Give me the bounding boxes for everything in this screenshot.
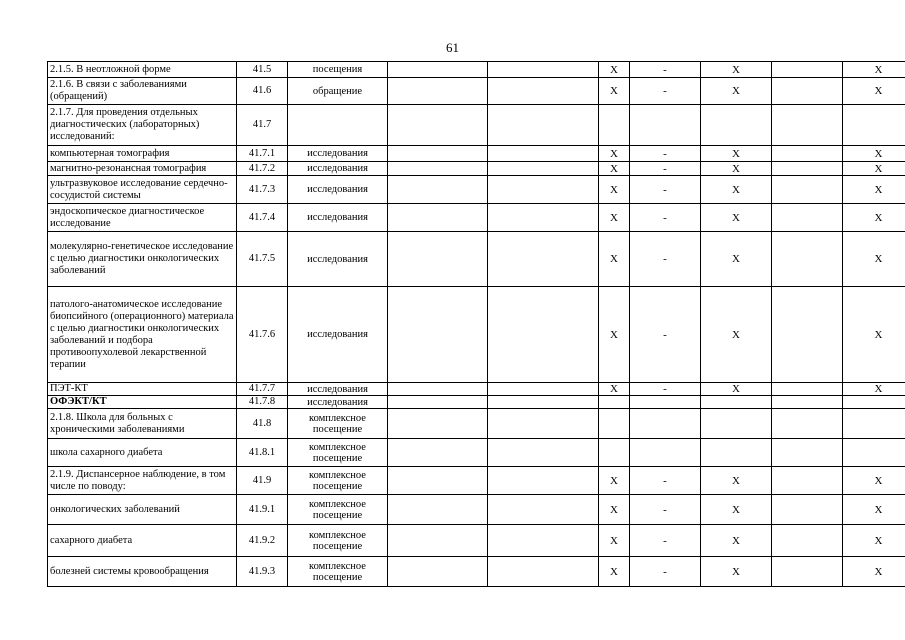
empty-cell [388,439,488,467]
table-row [48,383,905,396]
mark-dash [630,439,701,467]
row-code: 41.5 [237,62,288,78]
mark-x: X [599,146,630,162]
mark-x: X [701,146,772,162]
row-name: болезней системы кровообращения [48,557,237,587]
table-row [48,287,905,383]
row-name: патолого-анатомическое исследование биопсийного (операционного) материала с целью диагностики онкологических заболеваний и подбора противоопухолевой лекарственной терапии [48,287,237,383]
empty-cell [488,105,599,146]
row-code: 41.9.1 [237,495,288,525]
empty-cell [772,78,843,105]
empty-cell [388,557,488,587]
table-row [48,557,905,587]
row-unit: комплексное посещение [288,467,388,495]
empty-cell [488,204,599,232]
row-unit: комплексное посещение [288,439,388,467]
mark-dash: - [630,525,701,557]
mark-x: X [843,287,905,383]
mark-x: X [843,467,905,495]
mark-x [599,105,630,146]
mark-dash [630,409,701,439]
empty-cell [488,78,599,105]
mark-x: X [843,176,905,204]
empty-cell [388,409,488,439]
row-code: 41.7.8 [237,396,288,409]
table-row [48,467,905,495]
table-row [48,232,905,287]
row-code: 41.7.5 [237,232,288,287]
mark-x: X [843,146,905,162]
row-unit: комплексное посещение [288,525,388,557]
mark-dash: - [630,495,701,525]
empty-cell [772,557,843,587]
mark-x: X [701,162,772,176]
mark-x [599,396,630,409]
table-row [48,439,905,467]
mark-x: X [701,176,772,204]
mark-x: X [599,495,630,525]
empty-cell [772,409,843,439]
empty-cell [772,162,843,176]
mark-x: X [843,204,905,232]
mark-x: X [843,383,905,396]
row-name: онкологических заболеваний [48,495,237,525]
row-code: 41.8.1 [237,439,288,467]
empty-cell [772,439,843,467]
empty-cell [388,146,488,162]
empty-cell [488,176,599,204]
row-unit: исследования [288,162,388,176]
empty-cell [388,467,488,495]
empty-cell [388,204,488,232]
empty-cell [488,495,599,525]
empty-cell [488,396,599,409]
row-name: ультразвуковое исследование сердечно-сосудистой системы [48,176,237,204]
mark-x: X [599,287,630,383]
empty-cell [772,495,843,525]
mark-x: X [701,525,772,557]
row-unit: комплексное посещение [288,409,388,439]
empty-cell [772,525,843,557]
mark-dash: - [630,232,701,287]
empty-cell [488,287,599,383]
row-name: магнитно-резонансная томография [48,162,237,176]
mark-x: X [701,287,772,383]
mark-x [701,409,772,439]
mark-dash: - [630,162,701,176]
empty-cell [388,525,488,557]
row-code: 41.9.3 [237,557,288,587]
page-number: 61 [446,40,459,55]
mark-x [599,439,630,467]
empty-cell [772,396,843,409]
mark-x: X [701,204,772,232]
mark-x [843,439,905,467]
mark-x: X [843,495,905,525]
mark-x: X [599,204,630,232]
table-row [48,495,905,525]
table-row [48,146,905,162]
row-name: 2.1.7. Для проведения отдельных диагностических (лабораторных) исследований: [48,105,237,146]
row-code: 41.7.7 [237,383,288,396]
mark-dash: - [630,146,701,162]
mark-dash: - [630,204,701,232]
mark-x: X [843,62,905,78]
empty-cell [488,232,599,287]
row-code: 41.7.6 [237,287,288,383]
empty-cell [772,383,843,396]
mark-dash: - [630,557,701,587]
empty-cell [772,232,843,287]
row-name: 2.1.9. Диспансерное наблюдение, в том числе по поводу: [48,467,237,495]
table-row [48,78,905,105]
row-unit: исследования [288,176,388,204]
row-name: сахарного диабета [48,525,237,557]
row-name: 2.1.6. В связи с заболеваниями (обращений) [48,78,237,105]
mark-x [843,105,905,146]
table-row [48,162,905,176]
row-name: молекулярно-генетическое исследование с целью диагностики онкологических заболеваний [48,232,237,287]
empty-cell [488,525,599,557]
empty-cell [772,287,843,383]
row-name: школа сахарного диабета [48,439,237,467]
row-code: 41.7.2 [237,162,288,176]
empty-cell [388,495,488,525]
mark-x [599,409,630,439]
empty-cell [488,557,599,587]
mark-x: X [599,78,630,105]
mark-dash: - [630,62,701,78]
mark-x: X [599,383,630,396]
table-row [48,409,905,439]
empty-cell [388,78,488,105]
row-name: 2.1.5. В неотложной форме [48,62,237,78]
empty-cell [772,146,843,162]
row-unit: комплексное посещение [288,557,388,587]
table-row [48,105,905,146]
empty-cell [772,105,843,146]
row-name: эндоскопическое диагностическое исследование [48,204,237,232]
empty-cell [488,439,599,467]
row-name: компьютерная томография [48,146,237,162]
mark-dash: - [630,467,701,495]
empty-cell [388,162,488,176]
empty-cell [772,176,843,204]
empty-cell [488,409,599,439]
row-unit: исследования [288,232,388,287]
mark-x: X [599,525,630,557]
table-row [48,204,905,232]
table-row [48,62,905,78]
row-code: 41.9.2 [237,525,288,557]
row-name: ОФЭКТ/КТ [48,396,237,409]
row-unit: комплексное посещение [288,495,388,525]
mark-dash [630,105,701,146]
mark-x: X [701,383,772,396]
row-name: 2.1.8. Школа для больных с хроническими заболеваниями [48,409,237,439]
mark-x: X [843,557,905,587]
empty-cell [388,287,488,383]
mark-x: X [701,62,772,78]
empty-cell [488,383,599,396]
mark-x: X [701,232,772,287]
mark-x: X [843,162,905,176]
empty-cell [388,383,488,396]
empty-cell [488,467,599,495]
empty-cell [772,204,843,232]
empty-cell [772,62,843,78]
mark-x: X [599,162,630,176]
row-unit: исследования [288,146,388,162]
empty-cell [388,176,488,204]
empty-cell [772,467,843,495]
mark-x: X [843,232,905,287]
table-row [48,525,905,557]
mark-x: X [599,176,630,204]
row-unit: исследования [288,204,388,232]
mark-x: X [701,557,772,587]
table-row [48,176,905,204]
mark-x [843,409,905,439]
row-unit: исследования [288,383,388,396]
mark-x [701,439,772,467]
mark-x [701,105,772,146]
empty-cell [388,232,488,287]
row-code: 41.7.3 [237,176,288,204]
mark-x: X [701,467,772,495]
row-unit [288,105,388,146]
empty-cell [388,105,488,146]
data-table [47,61,905,587]
mark-dash: - [630,78,701,105]
empty-cell [388,396,488,409]
mark-x: X [599,557,630,587]
mark-x: X [701,78,772,105]
mark-x: X [599,467,630,495]
row-unit: исследования [288,287,388,383]
row-unit: исследования [288,396,388,409]
mark-x: X [843,525,905,557]
mark-dash [630,396,701,409]
mark-x: X [599,62,630,78]
row-name: ПЭТ-КТ [48,383,237,396]
empty-cell [488,146,599,162]
mark-x [701,396,772,409]
mark-dash: - [630,287,701,383]
row-code: 41.7.1 [237,146,288,162]
row-code: 41.9 [237,467,288,495]
mark-x: X [599,232,630,287]
table-row [48,396,905,409]
mark-x: X [701,495,772,525]
mark-x: X [843,78,905,105]
mark-dash: - [630,383,701,396]
row-unit: обращение [288,78,388,105]
row-code: 41.7.4 [237,204,288,232]
mark-x [843,396,905,409]
row-code: 41.7 [237,105,288,146]
empty-cell [388,62,488,78]
mark-dash: - [630,176,701,204]
row-unit: посещения [288,62,388,78]
row-code: 41.8 [237,409,288,439]
empty-cell [488,162,599,176]
row-code: 41.6 [237,78,288,105]
empty-cell [488,62,599,78]
